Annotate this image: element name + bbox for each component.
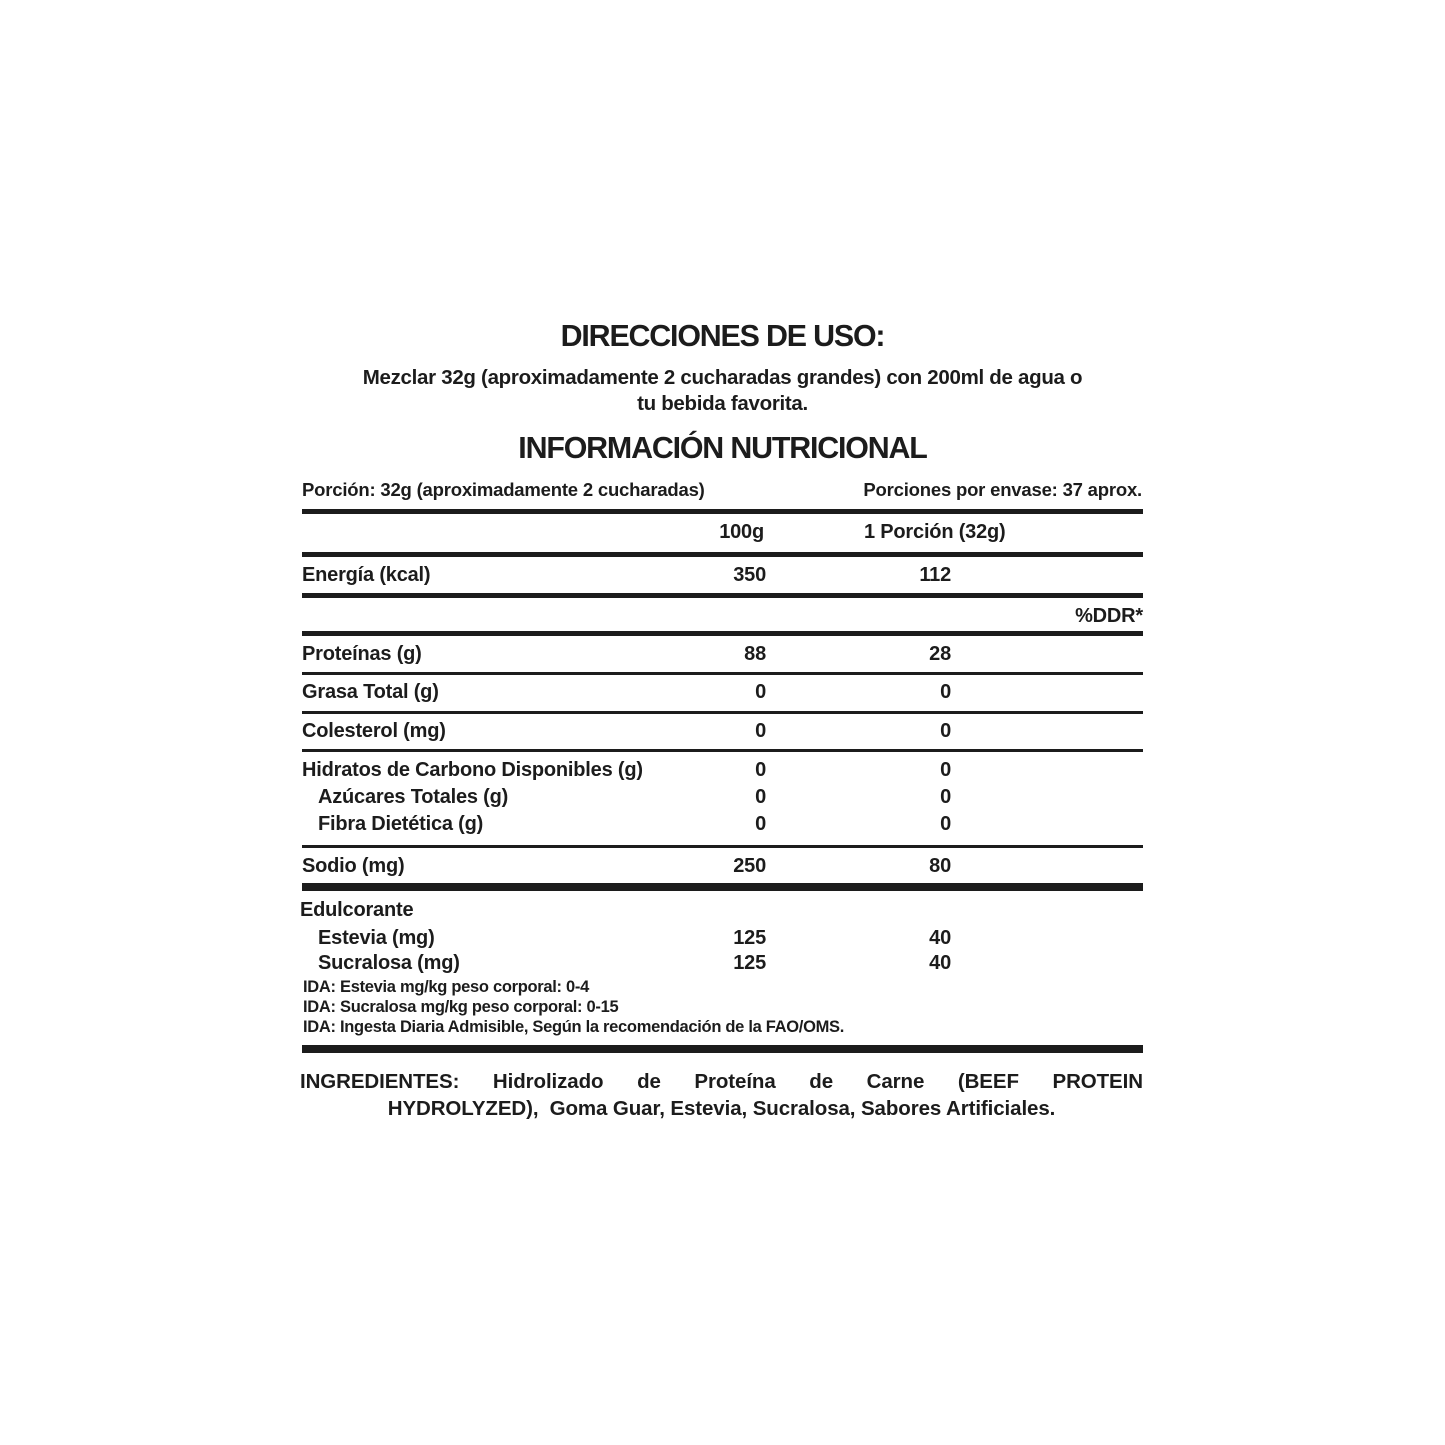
ingredients-word: INGREDIENTES: bbox=[300, 1070, 460, 1093]
row-100g-sugars: 0 bbox=[755, 786, 766, 808]
directions-line-1: Mezclar 32g (aproximadamente 2 cucharadas grandes) con 200ml de agua o bbox=[362, 366, 1083, 389]
rule bbox=[302, 509, 1143, 514]
directions-line-2: tu bebida favorita. bbox=[637, 392, 808, 415]
row-portion-carbs: 0 bbox=[940, 759, 951, 781]
row-portion-sodium: 80 bbox=[929, 855, 951, 877]
rule bbox=[302, 552, 1143, 557]
rule bbox=[302, 711, 1143, 714]
row-portion-proteins: 28 bbox=[929, 643, 951, 665]
row-portion-fiber: 0 bbox=[940, 813, 951, 835]
ingredients-word: Carne bbox=[866, 1070, 925, 1093]
rule bbox=[302, 631, 1143, 636]
row-label-proteins: Proteínas (g) bbox=[302, 643, 422, 665]
ingredients bbox=[300, 1068, 1143, 1122]
sweetener-100g-sucralose: 125 bbox=[733, 952, 766, 974]
row-label-cholesterol: Colesterol (mg) bbox=[302, 720, 446, 742]
directions-title: DIRECCIONES DE USO: bbox=[560, 318, 885, 353]
row-portion-sugars: 0 bbox=[940, 786, 951, 808]
row-portion-cholesterol: 0 bbox=[940, 720, 951, 742]
row-100g-carbs: 0 bbox=[755, 759, 766, 781]
row-100g-cholesterol: 0 bbox=[755, 720, 766, 742]
rule-thick bbox=[302, 1045, 1143, 1053]
sweetener-label-stevia: Estevia (mg) bbox=[318, 927, 435, 949]
ingredients-word: de bbox=[809, 1070, 834, 1093]
ingredients-line-2: HYDROLYZED), Goma Guar, Estevia, Sucralosa, Sabores Artificiales. bbox=[387, 1097, 1056, 1120]
rule bbox=[302, 672, 1143, 675]
ingredients-line-1 bbox=[300, 1068, 1143, 1095]
ingredients-word: Hidrolizado bbox=[492, 1070, 604, 1093]
energy-label: Energía (kcal) bbox=[302, 564, 431, 586]
col-header-100g: 100g bbox=[719, 521, 764, 543]
ingredients-word: PROTEIN bbox=[1052, 1070, 1143, 1093]
sweetener-label-sucralose: Sucralosa (mg) bbox=[318, 952, 460, 974]
sweetener-portion-stevia: 40 bbox=[929, 927, 951, 949]
ddr-header: %DDR* bbox=[1075, 605, 1143, 627]
row-label-carbs: Hidratos de Carbono Disponibles (g) bbox=[302, 759, 643, 781]
row-label-fat: Grasa Total (g) bbox=[302, 681, 439, 703]
row-100g-proteins: 88 bbox=[744, 643, 766, 665]
row-label-sugars: Azúcares Totales (g) bbox=[318, 786, 509, 808]
sweetener-title: Edulcorante bbox=[300, 899, 414, 921]
ingredients-word: Proteína bbox=[694, 1070, 776, 1093]
energy-portion: 112 bbox=[919, 564, 951, 586]
sweetener-100g-stevia: 125 bbox=[733, 927, 766, 949]
col-header-portion: 1 Porción (32g) bbox=[864, 521, 1006, 543]
row-100g-fat: 0 bbox=[755, 681, 766, 703]
rule bbox=[302, 749, 1143, 752]
serving-size: Porción: 32g (aproximadamente 2 cucharadas) bbox=[302, 479, 705, 500]
servings-per-container: Porciones por envase: 37 aprox. bbox=[863, 479, 1142, 500]
row-100g-sodium: 250 bbox=[733, 855, 766, 877]
row-100g-fiber: 0 bbox=[755, 813, 766, 835]
energy-100g: 350 bbox=[733, 564, 766, 586]
nutrition-title: INFORMACIÓN NUTRICIONAL bbox=[518, 430, 927, 465]
rule bbox=[302, 593, 1143, 598]
ingredients-word: (BEEF bbox=[957, 1070, 1019, 1093]
note-sucralose: IDA: Sucralosa mg/kg peso corporal: 0-15 bbox=[303, 998, 619, 1016]
note-ida: IDA: Ingesta Diaria Admisible, Según la recomendación de la FAO/OMS. bbox=[303, 1018, 845, 1036]
rule bbox=[302, 845, 1143, 848]
ingredients-word: de bbox=[637, 1070, 661, 1093]
row-label-sodium: Sodio (mg) bbox=[302, 855, 405, 877]
row-portion-fat: 0 bbox=[940, 681, 951, 703]
row-label-fiber: Fibra Dietética (g) bbox=[318, 813, 484, 835]
rule-thick bbox=[302, 883, 1143, 891]
note-stevia: IDA: Estevia mg/kg peso corporal: 0-4 bbox=[303, 978, 589, 996]
sweetener-portion-sucralose: 40 bbox=[929, 952, 951, 974]
directions-text bbox=[290, 365, 1155, 417]
